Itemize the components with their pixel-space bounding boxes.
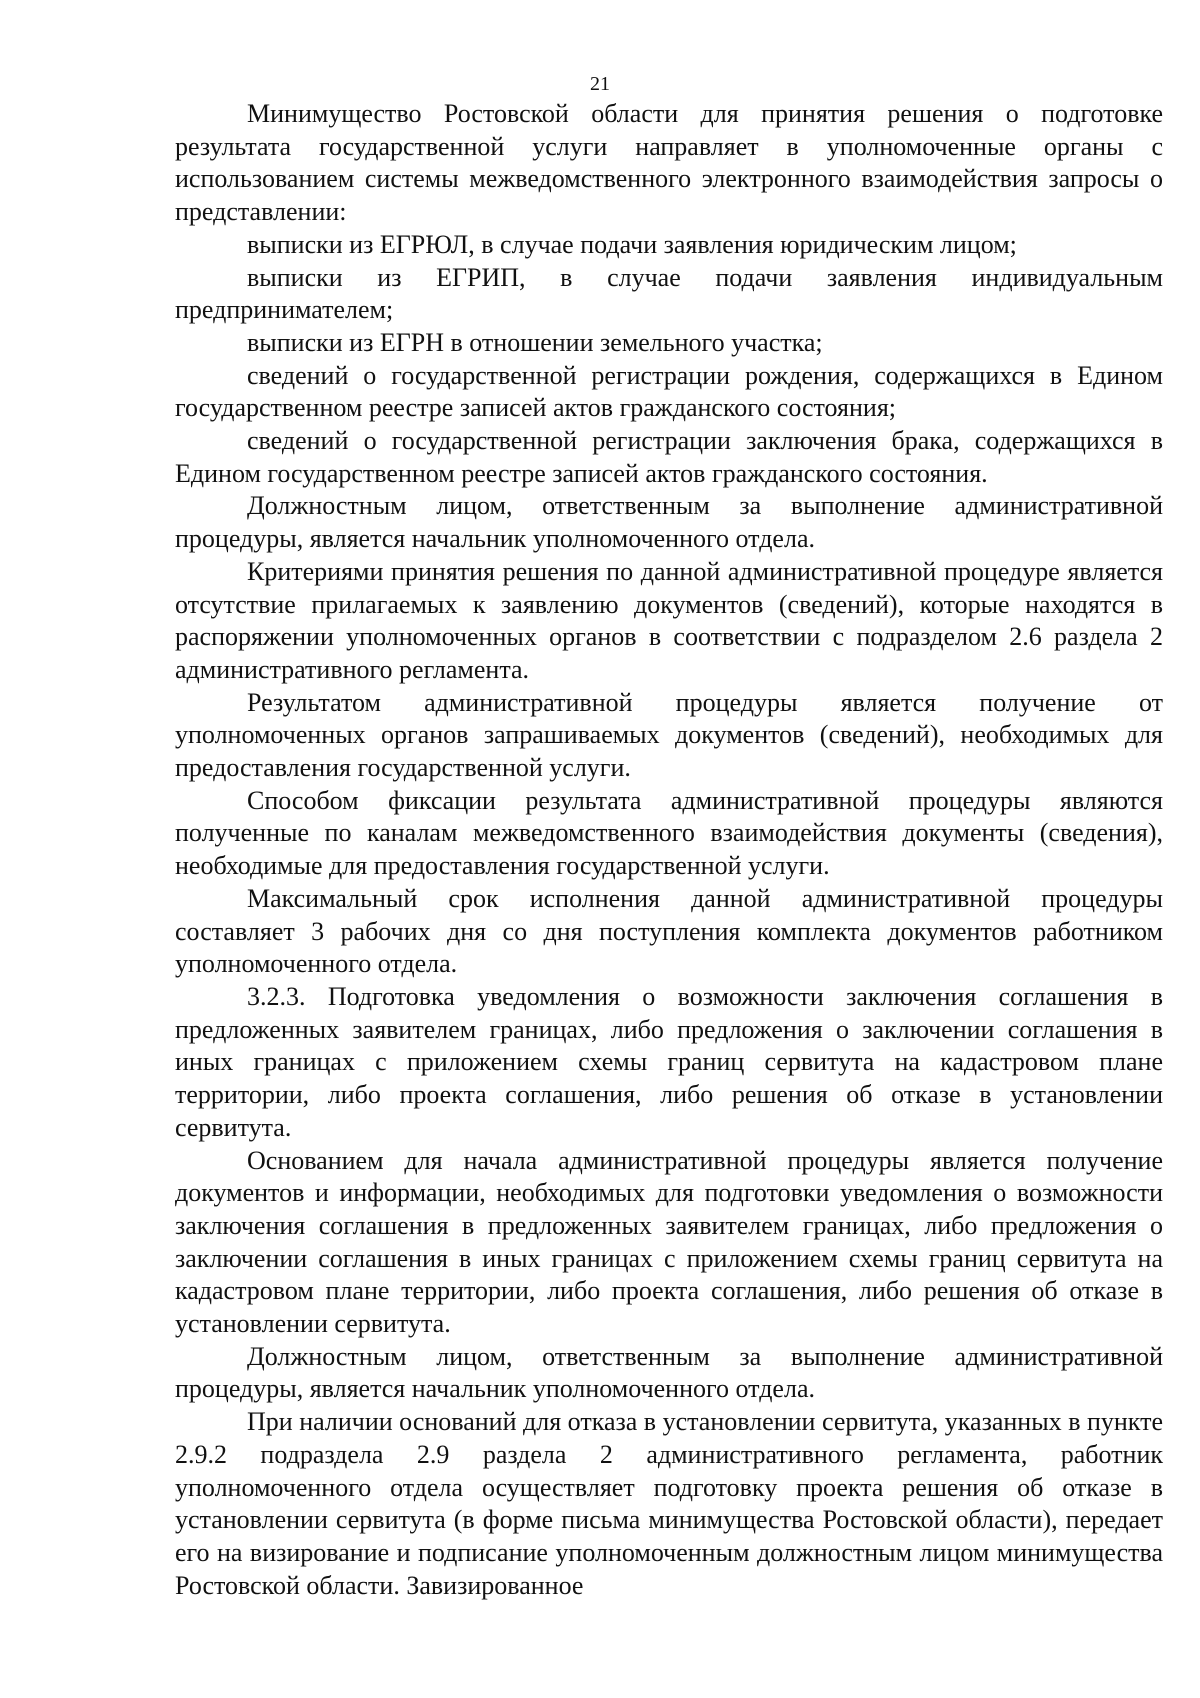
paragraph-grounds: Основанием для начала административной процедуры является получение документов и информации, необходимых для подготовки уведомления о возможности заключения соглашения в предложенных заявителем границах, либо предложения о заключении соглашения в иных границах с приложением схемы границ сервитута на кадастровом плане территории, либо проекта соглашения, либо решения об отказе в установлении сервитута. <box>175 1145 1163 1339</box>
paragraph-egrip: выписки из ЕГРИП, в случае подачи заявления индивидуальным предпринимателем; <box>175 262 1163 325</box>
paragraph-refusal-grounds: При наличии оснований для отказа в установлении сервитута, указанных в пункте 2.9.2 подраздела 2.9 раздела 2 административного регламента, работник уполномоченного отдела осуществляет подготовку проекта решения об отказе в установлении сервитута (в форме письма минимущества Ростовской области), передает его на визирование и подписание уполномоченным должностным лицом минимущества Ростовской области. Завизированное <box>175 1407 1163 1600</box>
paragraph-responsible-official-2: Должностным лицом, ответственным за выполнение административной процедуры, является начальник уполномоченного отдела. <box>175 1341 1163 1404</box>
page-number: 21 <box>590 73 610 95</box>
paragraph-intro: Минимущество Ростовской области для принятия решения о подготовке результата государственной услуги направляет в уполномоченные органы с использованием системы межведомственного электронного взаимодействия запросы о представлении: <box>175 99 1163 227</box>
paragraph-decision-criteria: Критериями принятия решения по данной административной процедуре является отсутствие прилагаемых к заявлению документов (сведений), которые находятся в распоряжении уполномоченных органов в соответствии с подразделом 2.6 раздела 2 административного регламента. <box>175 556 1163 684</box>
document-body <box>175 98 1163 1602</box>
paragraph-max-term: Максимальный срок исполнения данной административной процедуры составляет 3 рабочих дня со дня поступления комплекта документов работником уполномоченного отдела. <box>175 883 1163 979</box>
paragraph-birth-registration: сведений о государственной регистрации рождения, содержащихся в Едином государственном реестре записей актов гражданского состояния; <box>175 360 1163 423</box>
paragraph-egrul: выписки из ЕГРЮЛ, в случае подачи заявления юридическим лицом; <box>247 229 1017 259</box>
paragraph-section-3-2-3: 3.2.3. Подготовка уведомления о возможности заключения соглашения в предложенных заявителем границах, либо предложения о заключении соглашения в иных границах с приложением схемы границ сервитута на кадастровом плане территории, либо проекта соглашения, либо решения об отказе в установлении сервитута. <box>175 981 1163 1142</box>
paragraph-egrn: выписки из ЕГРН в отношении земельного участка; <box>247 327 823 357</box>
paragraph-procedure-result: Результатом административной процедуры является получение от уполномоченных органов запрашиваемых документов (сведений), необходимых для предоставления государственной услуги. <box>175 687 1163 783</box>
paragraph-marriage-registration: сведений о государственной регистрации заключения брака, содержащихся в Едином государственном реестре записей актов гражданского состояния. <box>175 426 1163 488</box>
paragraph-result-recording: Способом фиксации результата административной процедуры являются полученные по каналам межведомственного взаимодействия документы (сведения), необходимые для предоставления государственной услуги. <box>175 785 1163 881</box>
paragraph-responsible-official: Должностным лицом, ответственным за выполнение административной процедуры, является начальник уполномоченного отдела. <box>175 491 1163 554</box>
